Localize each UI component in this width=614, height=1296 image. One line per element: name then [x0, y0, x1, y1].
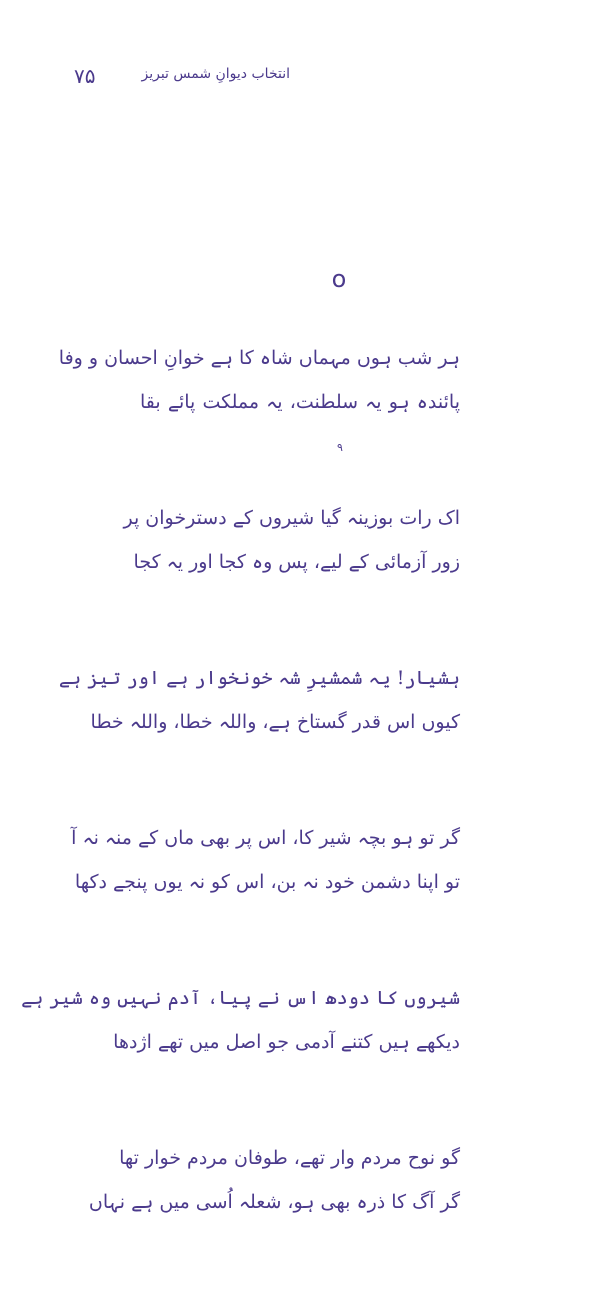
verse-line-with-footnote	[123, 496, 460, 540]
page-number: ۷۵	[74, 64, 96, 88]
running-title: انتخاب دیوانِ شمس تبریز	[141, 66, 290, 82]
verse-line: ہر شب ہوں مہماں شاہ کا ہے خوانِ احسان و وفا	[58, 347, 460, 369]
verse-line: گر تو ہو بچہ شیر کا، اس پر بھی ماں کے منہ نہ آ	[71, 827, 460, 849]
verse-line: کیوں اس قدر گستاخ ہے، واللہ خطا، واللہ خطا	[90, 711, 460, 733]
verse-line: زور آزمائی کے لیے، پس وہ کجا اور یہ کجا	[133, 551, 460, 573]
verse-line: شیروں کا دودھ اس نے پیا، آدم نہیں وہ شیر ہے	[21, 987, 460, 1009]
verse-line: پائندہ ہو یہ سلطنت، یہ مملکت پائے بقا	[140, 391, 460, 413]
stanza	[88, 1136, 460, 1224]
stanza	[58, 656, 460, 744]
section-mark: o	[331, 265, 347, 293]
verse-line: ہشیار! یہ شمشیرِ شہ خونخوار ہے اور تیز ہے	[58, 667, 460, 689]
verse-line: گر آگ کا ذرہ بھی ہو، شعلہ اُسی میں ہے نہاں	[88, 1191, 460, 1213]
verse-text-part: اک رات بوزینہ گیا شیروں کے دسترخوان پر	[123, 507, 460, 529]
poem-body	[21, 336, 460, 1296]
verse-line: گو نوح مردم وار تھے، طوفان مردم خوار تھا	[119, 1147, 460, 1169]
verse-line: دیکھے ہیں کتنے آدمی جو اصل میں تھے اژدھا	[113, 1031, 460, 1053]
stanza	[58, 336, 460, 424]
stanza	[21, 976, 460, 1064]
verse-line: تو اپنا دشمن خود نہ بن، اس کو نہ یوں پنجے دکھا	[74, 871, 460, 893]
stanza	[71, 816, 460, 904]
page-header	[70, 62, 290, 92]
stanza	[123, 496, 460, 584]
